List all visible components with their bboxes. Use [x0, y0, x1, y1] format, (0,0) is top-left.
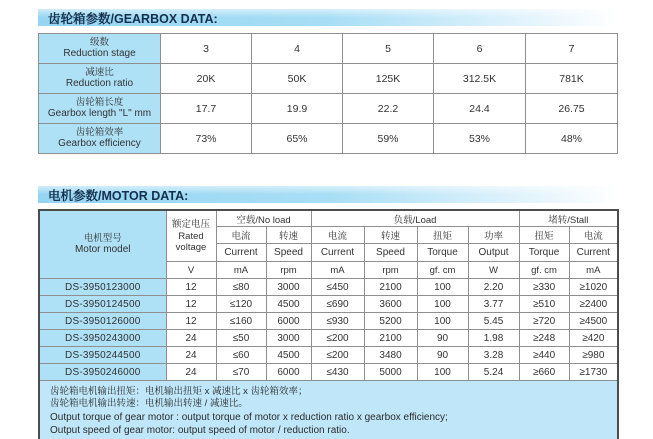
table-cell: 3600 [364, 296, 417, 313]
table-cell: 53% [434, 124, 526, 154]
table-cell: 5000 [364, 364, 417, 381]
col-header-zh: 电机型号 [83, 232, 122, 244]
table-cell: 4 [252, 34, 343, 64]
table-cell: 2.20 [468, 279, 519, 296]
row-label-en: Reduction stage [63, 48, 136, 60]
col-header-en: Motor model [74, 244, 131, 256]
col-header-zh: 功率 [468, 227, 519, 244]
gearbox-section-title: 齿轮箱参数/GEARBOX DATA: [48, 11, 218, 26]
motor-data-row [39, 347, 618, 364]
col-header-zh: 转速 [266, 227, 311, 244]
col-header-en: Torque [417, 244, 468, 262]
table-cell: 20K [161, 64, 252, 94]
table-cell: 90 [417, 330, 468, 347]
table-cell: 65% [252, 124, 343, 154]
motor-data-row [39, 330, 618, 347]
table-cell: 73% [161, 124, 252, 154]
table-cell: 90 [417, 347, 468, 364]
group-header-no-load: 空载/No load [216, 210, 311, 227]
unit-cell: gf. cm [417, 262, 468, 279]
table-cell: 3000 [266, 330, 311, 347]
table-cell: ≤930 [311, 313, 364, 330]
motor-data-row [39, 313, 618, 330]
unit-cell: rpm [364, 262, 417, 279]
table-cell: 781K [526, 64, 618, 94]
table-cell: 6000 [266, 364, 311, 381]
motor-model-cell: DS-3950243000 [39, 330, 166, 347]
table-cell: 100 [417, 364, 468, 381]
motor-data-row [39, 296, 618, 313]
col-header-zh: 电流 [311, 227, 364, 244]
col-header-zh: 转速 [364, 227, 417, 244]
table-cell: ≤60 [216, 347, 266, 364]
motor-model-cell: DS-3950246000 [39, 364, 166, 381]
table-cell: 5 [343, 34, 434, 64]
motor-data-row [39, 364, 618, 381]
col-header-motor-model [39, 210, 166, 279]
table-cell: ≥2400 [569, 296, 618, 313]
table-cell: 100 [417, 279, 468, 296]
row-label-en: Gearbox efficiency [58, 138, 141, 150]
table-cell: ≤200 [311, 330, 364, 347]
motor-section-header [38, 186, 617, 203]
col-header-zh: 电流 [216, 227, 266, 244]
table-cell: 3000 [266, 279, 311, 296]
table-cell: 12 [166, 296, 216, 313]
unit-cell: V [166, 262, 216, 279]
col-header-en: Current [569, 244, 618, 262]
motor-model-cell: DS-3950244500 [39, 347, 166, 364]
gearbox-row-reduction-stage [39, 34, 618, 64]
motor-model-cell: DS-3950124500 [39, 296, 166, 313]
group-header-load: 负载/Load [311, 210, 519, 227]
table-cell: 7 [526, 34, 618, 64]
table-cell: 50K [252, 64, 343, 94]
table-cell: ≥510 [519, 296, 569, 313]
table-cell: 4500 [266, 296, 311, 313]
motor-notes-row [39, 381, 618, 439]
table-cell: 22.2 [343, 94, 434, 124]
table-cell: 3 [161, 34, 252, 64]
row-header-reduction-stage [39, 34, 161, 64]
unit-cell: rpm [266, 262, 311, 279]
table-cell: ≥248 [519, 330, 569, 347]
col-header-rated-voltage [166, 210, 216, 262]
table-cell: 24 [166, 347, 216, 364]
table-cell: 2100 [364, 279, 417, 296]
table-cell: 17.7 [161, 94, 252, 124]
row-label-zh: 减速比 [85, 66, 114, 78]
table-cell: 125K [343, 64, 434, 94]
unit-cell: mA [216, 262, 266, 279]
notes-cell [39, 381, 618, 439]
col-header-en: Current [216, 244, 266, 262]
table-cell: 24 [166, 364, 216, 381]
table-cell: 26.75 [526, 94, 618, 124]
row-label-zh: 齿轮箱效率 [75, 126, 124, 138]
unit-cell: W [468, 262, 519, 279]
row-label-en: Reduction ratio [65, 78, 134, 90]
table-cell: ≥660 [519, 364, 569, 381]
table-cell: 6 [434, 34, 526, 64]
note-line-en: Output speed of gear motor: output speed of motor / reduction ratio. [50, 424, 350, 436]
table-cell: ≤430 [311, 364, 364, 381]
table-cell: ≥720 [519, 313, 569, 330]
table-cell: 24 [166, 330, 216, 347]
table-cell: ≥1730 [569, 364, 618, 381]
col-header-zh: 扭矩 [417, 227, 468, 244]
table-cell: ≤690 [311, 296, 364, 313]
table-cell: 59% [343, 124, 434, 154]
table-cell: ≤160 [216, 313, 266, 330]
table-cell: 312.5K [434, 64, 526, 94]
table-cell: 2100 [364, 330, 417, 347]
col-header-en: Speed [364, 244, 417, 262]
table-cell: ≥330 [519, 279, 569, 296]
table-cell: ≥980 [569, 347, 618, 364]
gearbox-row-efficiency [39, 124, 618, 154]
table-cell: 5200 [364, 313, 417, 330]
col-header-en: Torque [519, 244, 569, 262]
table-cell: ≤120 [216, 296, 266, 313]
table-cell: 6000 [266, 313, 311, 330]
table-cell: ≥1020 [569, 279, 618, 296]
table-cell: ≥440 [519, 347, 569, 364]
motor-model-cell: DS-3950123000 [39, 279, 166, 296]
table-cell: ≤50 [216, 330, 266, 347]
table-cell: ≤450 [311, 279, 364, 296]
group-header-stall: 堵转/Stall [519, 210, 618, 227]
table-cell: 12 [166, 279, 216, 296]
row-header-gearbox-efficiency [39, 124, 161, 154]
unit-cell: gf. cm [519, 262, 569, 279]
gearbox-section-header [38, 9, 617, 26]
table-cell: ≤70 [216, 364, 266, 381]
table-cell: 3480 [364, 347, 417, 364]
note-line-en: Output torque of gear motor : output torque of motor x reduction ratio x gearbox efficiency; [50, 411, 448, 423]
unit-cell: mA [569, 262, 618, 279]
gearbox-row-length [39, 94, 618, 124]
table-cell: 100 [417, 296, 468, 313]
col-header-en: Rated voltage [175, 230, 207, 253]
table-cell: 19.9 [252, 94, 343, 124]
motor-header-groups [39, 210, 618, 227]
motor-model-cell: DS-3950126000 [39, 313, 166, 330]
table-cell: ≥4500 [569, 313, 618, 330]
table-cell: 5.24 [468, 364, 519, 381]
table-cell: 3.77 [468, 296, 519, 313]
table-cell: 12 [166, 313, 216, 330]
table-cell: ≤80 [216, 279, 266, 296]
table-cell: 100 [417, 313, 468, 330]
table-cell: 5.45 [468, 313, 519, 330]
table-cell: 24.4 [434, 94, 526, 124]
table-cell: 3.28 [468, 347, 519, 364]
table-cell: 48% [526, 124, 618, 154]
table-cell: 4500 [266, 347, 311, 364]
motor-data-row [39, 279, 618, 296]
col-header-zh: 电流 [569, 227, 618, 244]
col-header-en: Current [311, 244, 364, 262]
table-cell: 1.98 [468, 330, 519, 347]
gearbox-row-reduction-ratio [39, 64, 618, 94]
col-header-en: Output [468, 244, 519, 262]
row-label-zh: 齿轮箱长度 [75, 96, 124, 108]
table-cell: ≤200 [311, 347, 364, 364]
col-header-en: Speed [266, 244, 311, 262]
note-line-zh: 齿轮箱电机输出转速：电机输出转速 / 减速比。 [50, 398, 248, 410]
motor-table [38, 209, 619, 439]
row-header-reduction-ratio [39, 64, 161, 94]
col-header-zh: 扭矩 [519, 227, 569, 244]
note-line-zh: 齿轮箱电机输出扭矩：电机输出扭矩 x 减速比 x 齿轮箱效率； [50, 386, 308, 397]
row-label-en: Gearbox length "L" mm [47, 108, 152, 120]
col-header-zh: 额定电压 [171, 218, 210, 230]
table-cell: ≥420 [569, 330, 618, 347]
unit-cell: mA [311, 262, 364, 279]
motor-section-title: 电机参数/MOTOR DATA: [48, 188, 189, 203]
row-label-zh: 级数 [89, 36, 109, 48]
gearbox-table [38, 33, 618, 154]
row-header-gearbox-length [39, 94, 161, 124]
